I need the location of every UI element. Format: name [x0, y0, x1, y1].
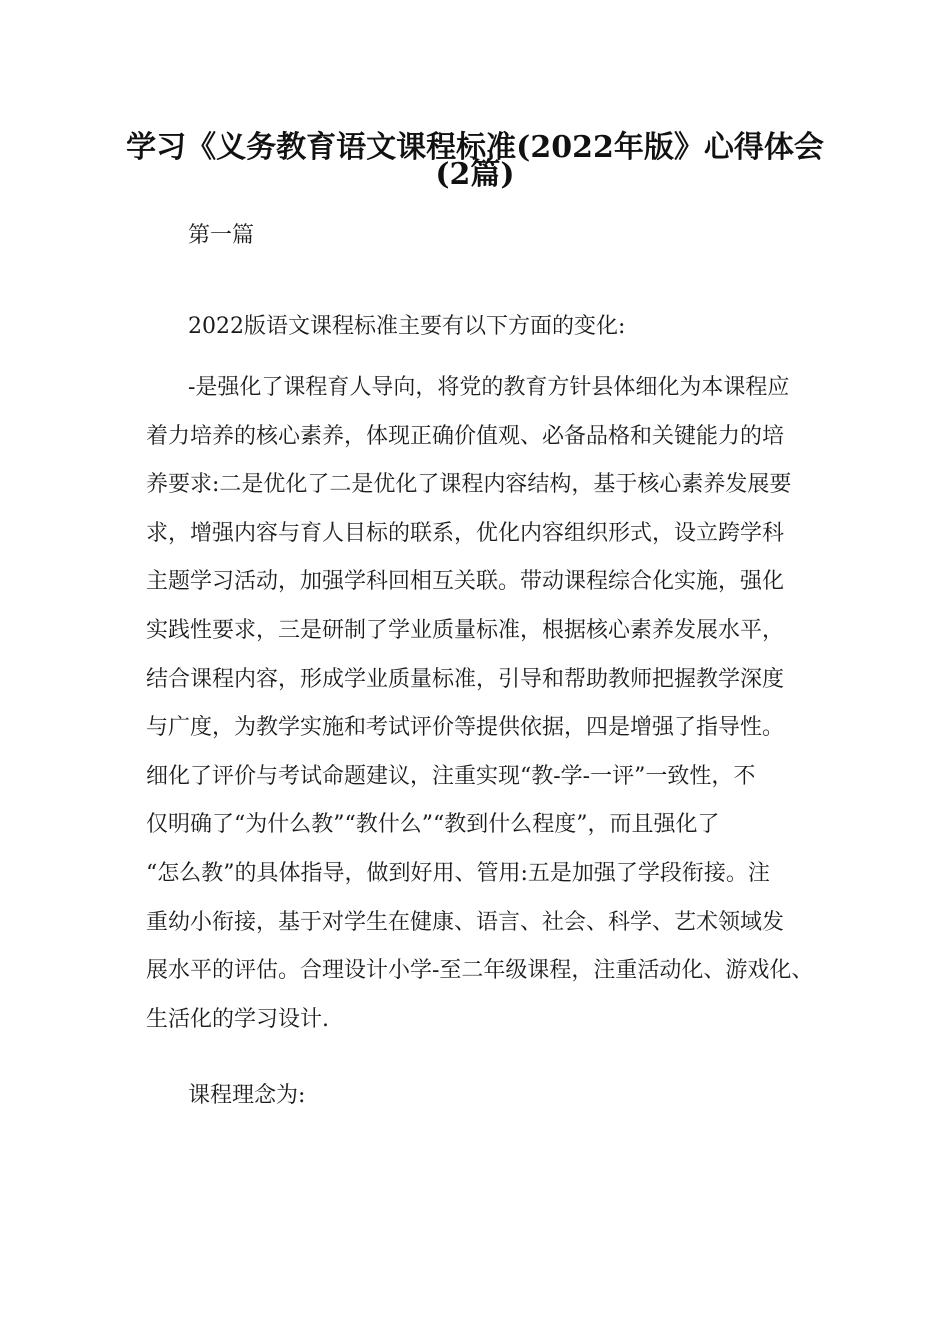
body-line: “怎么教”的具体指导，做到好用、管用:五是加强了学段衔接。注 — [146, 861, 770, 886]
body-line: 生活化的学习设计. — [146, 1006, 329, 1032]
closing-heading: 课程理念为: — [188, 1083, 306, 1108]
intro-paragraph: 2022版语文课程标准主要有以下方面的变化: — [188, 314, 626, 339]
body-line: 细化了评价与考试命题建议，注重实现“教-学-一评”一致性，不 — [146, 763, 756, 789]
body-line: 展水平的评估。合理设计小学-至二年级课程，注重活动化、游戏化、 — [146, 958, 814, 984]
body-line: 实践性要求，三是研制了学业质量标准，根据核心素养发展水平， — [146, 618, 785, 643]
body-line: 着力培养的核心素养，体现正确价值观、必备品格和关键能力的培 — [146, 423, 785, 449]
body-line: 重幼小衔接，基于对学生在健康、语言、社会、科学、艺术领域发 — [146, 909, 785, 935]
body-line: 结合课程内容，形成学业质量标准，引导和帮助教师把握教学深度 — [146, 666, 785, 692]
body-line: 主题学习活动，加强学科回相互关联。带动课程综合化实施，强化 — [146, 569, 785, 595]
body-line: 求，增强内容与育人目标的联系，优化内容组织形式，设立跨学科 — [146, 520, 785, 546]
document-title-line-2: (2篇) — [435, 157, 515, 192]
body-line: -是强化了课程育人导向，将党的教育方针县体细化为本课程应 — [188, 375, 790, 400]
body-line: 养要求:二是优化了二是优化了课程内容结构，基于核心素养发展要 — [146, 472, 792, 498]
body-line: 仅明确了“为什么教”“教什么”“教到什么程度”，而且强化了 — [146, 812, 720, 838]
document-title-line-1: 学习《义务教育语文课程标准(2022年版》心得体会 — [126, 130, 824, 165]
body-line: 与广度，为教学实施和考试评价等提供依据，四是增强了指导性。 — [146, 715, 785, 741]
section-heading: 第一篇 — [188, 223, 255, 248]
